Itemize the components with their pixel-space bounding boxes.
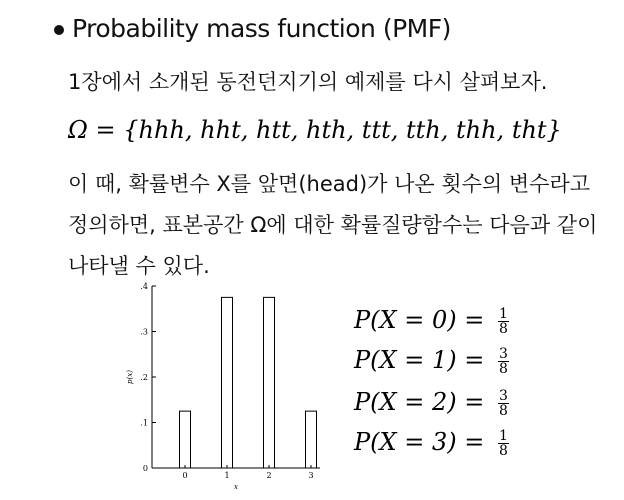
- pmf-label: P(X = 3) =: [354, 428, 485, 456]
- sample-space-equation: Ω = {hhh, hht, htt, hth, ttt, tth, thh, tht}: [68, 116, 562, 144]
- bar: [222, 297, 233, 468]
- pmf-numerator: 1: [498, 428, 508, 444]
- pmf-denominator: 8: [498, 403, 508, 419]
- pmf-row-1: [354, 346, 509, 376]
- pmf-label: P(X = 2) =: [354, 388, 485, 416]
- text-line-1: 1장에서 소개된 동전던지기의 예제를 다시 살펴보자.: [68, 70, 548, 94]
- heading-text: Probability mass function (PMF): [72, 14, 451, 43]
- pmf-row-0: [354, 306, 509, 336]
- pmf-numerator: 1: [498, 306, 508, 322]
- y-tick-label: .3: [140, 327, 148, 337]
- pmf-numerator: 3: [498, 346, 508, 362]
- y-tick-label: 0: [142, 464, 148, 473]
- y-axis-label: p(x): [126, 370, 134, 384]
- bar: [180, 411, 191, 468]
- bar: [306, 411, 317, 468]
- pmf-fraction: [498, 347, 509, 376]
- pmf-label: P(X = 1) =: [354, 346, 485, 374]
- x-tick-label: 2: [266, 471, 272, 480]
- pmf-fraction: [498, 429, 509, 458]
- x-tick-label: 1: [224, 471, 230, 480]
- x-tick-label: 0: [182, 471, 188, 480]
- x-tick-label: 3: [308, 471, 314, 480]
- text-line-2: 이 때, 확률변수 X를 앞면(head)가 나온 횟수의 변수라고: [68, 172, 591, 196]
- y-tick-label: .1: [140, 418, 148, 428]
- pmf-denominator: 8: [498, 361, 508, 377]
- pmf-denominator: 8: [498, 443, 508, 459]
- x-axis-label: x: [234, 483, 238, 491]
- text-line-3: 정의하면, 표본공간 Ω에 대한 확률질량함수는 다음과 같이: [68, 213, 598, 237]
- pmf-bar-chart: [120, 278, 330, 493]
- pmf-denominator: 8: [498, 321, 508, 337]
- text-line-4: 나타낼 수 있다.: [68, 254, 210, 278]
- bullet-icon: [54, 25, 64, 35]
- pmf-fraction: [498, 389, 509, 418]
- pmf-label: P(X = 0) =: [354, 306, 485, 334]
- section-heading: [54, 14, 451, 43]
- bar: [264, 297, 275, 468]
- pmf-row-2: [354, 388, 509, 418]
- pmf-row-3: [354, 428, 509, 458]
- y-tick-label: .2: [140, 373, 148, 382]
- pmf-fraction: [498, 307, 509, 336]
- y-tick-label: .4: [140, 282, 148, 291]
- pmf-numerator: 3: [498, 388, 508, 404]
